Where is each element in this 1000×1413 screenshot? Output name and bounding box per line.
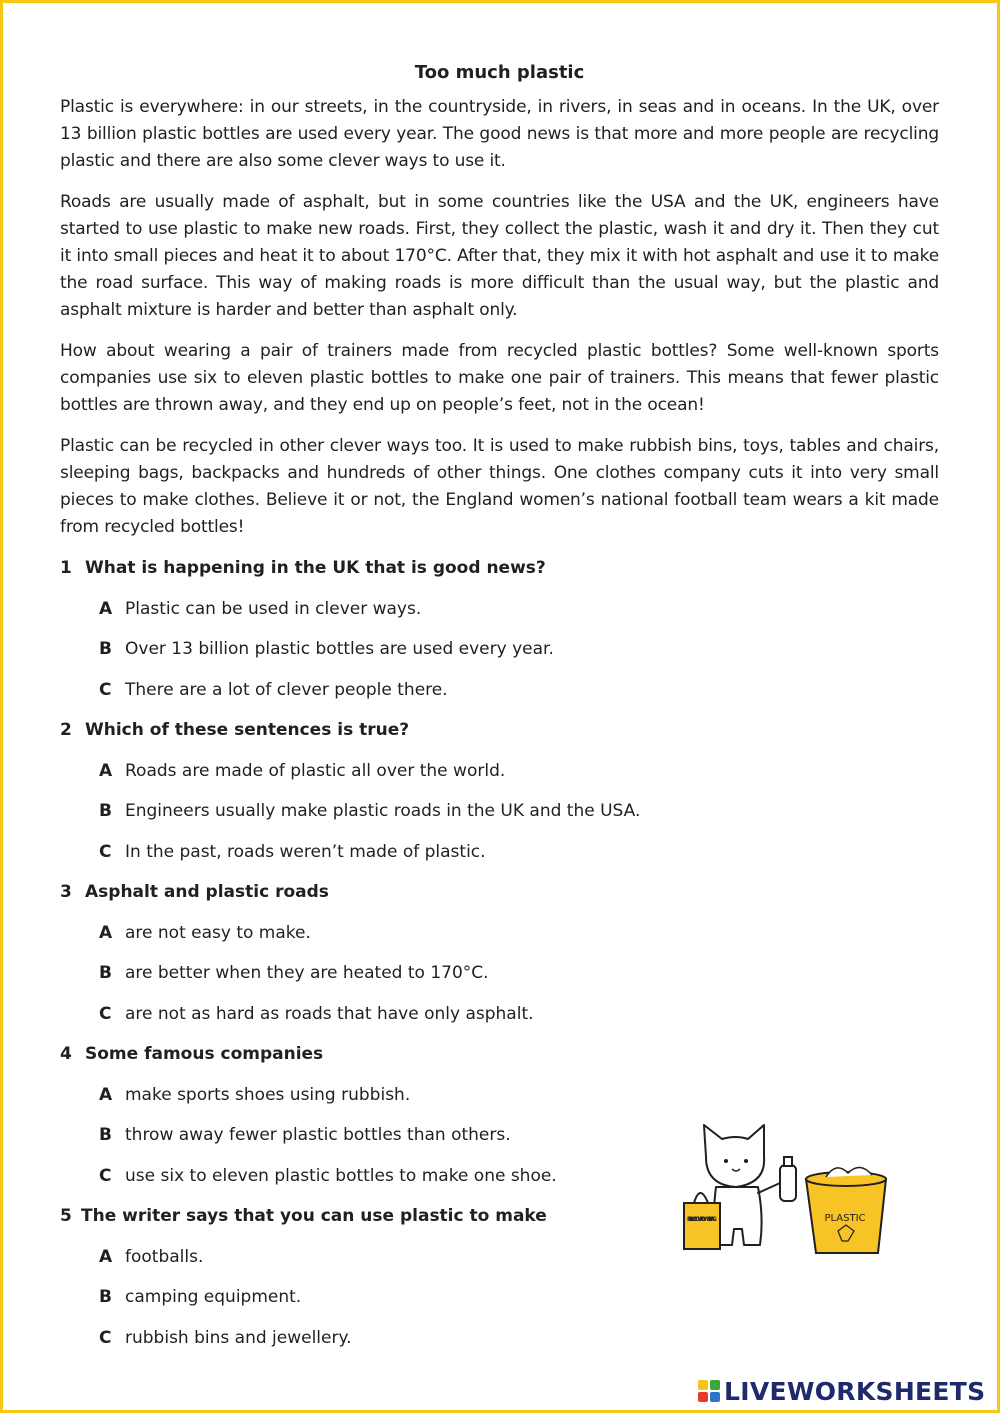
logo-grid-icon	[698, 1380, 720, 1402]
option-letter: B	[99, 1125, 112, 1145]
option-text: Engineers usually make plastic roads in the UK and the USA.	[125, 801, 641, 821]
paragraph: How about wearing a pair of trainers made from recycled plastic bottles? Some well-known sports companies use six to eleven plastic bottles to make one pair of trainers. This means that fewer plastic bottles are thrown away, and they end up on people’s feet, not in the ocean!	[60, 341, 939, 415]
cat-body	[714, 1187, 762, 1245]
option-5c[interactable]	[60, 1325, 939, 1366]
question-text: The writer says that you can use plastic to make	[81, 1206, 547, 1226]
question-3	[60, 879, 939, 920]
question-number: 5	[60, 1206, 72, 1226]
question-number: 3	[60, 882, 72, 902]
cat-head	[704, 1125, 764, 1187]
liveworksheets-logo[interactable]	[698, 1376, 985, 1406]
option-letter: A	[99, 760, 113, 781]
option-letter: A	[99, 922, 113, 943]
option-letter: A	[99, 1246, 113, 1267]
paragraph: Roads are usually made of asphalt, but in some countries like the USA and the UK, engineers have started to use plastic to make new roads. First, they collect the plastic, wash it and dry it. Then they cut it into small pieces and heat it to about 170°C. After that, they mix it with hot asphalt and use it to make the road surface. This way of making roads is more difficult than the usual way, but the plastic and asphalt mixture is harder and better than asphalt only.	[60, 192, 939, 320]
option-letter: B	[99, 963, 112, 983]
option-3c[interactable]	[60, 1001, 939, 1042]
option-3a[interactable]	[60, 920, 939, 961]
logo-text: LIVEWORKSHEETS	[724, 1376, 986, 1406]
option-2a[interactable]	[60, 758, 939, 799]
option-text: footballs.	[125, 1246, 204, 1267]
option-text: Plastic can be used in clever ways.	[125, 598, 422, 619]
option-1b[interactable]	[60, 636, 939, 677]
option-text: Over 13 billion plastic bottles are used every year.	[125, 639, 554, 659]
option-letter: A	[99, 1084, 113, 1105]
option-letter: B	[99, 801, 112, 821]
option-letter: B	[99, 639, 112, 659]
question-text: What is happening in the UK that is good news?	[85, 558, 546, 578]
recycling-bin	[806, 1167, 886, 1253]
cat-recycling-illustration	[676, 1117, 896, 1257]
option-text: are better when they are heated to 170°C.	[125, 963, 489, 983]
question-text: Some famous companies	[85, 1044, 324, 1064]
question-1	[60, 555, 939, 596]
option-letter: C	[99, 841, 112, 862]
option-3b[interactable]	[60, 960, 939, 1001]
question-text: Which of these sentences is true?	[85, 720, 410, 740]
option-text: There are a lot of clever people there.	[125, 679, 448, 700]
option-text: throw away fewer plastic bottles than others.	[125, 1125, 511, 1145]
worksheet-title: Too much plastic	[414, 62, 585, 83]
option-letter: C	[99, 1003, 112, 1024]
option-text: In the past, roads weren’t made of plastic.	[125, 841, 486, 862]
option-text: make sports shoes using rubbish.	[125, 1084, 411, 1105]
question-number: 1	[60, 558, 72, 578]
option-text: rubbish bins and jewellery.	[125, 1327, 352, 1348]
option-letter: C	[99, 1165, 112, 1186]
paragraph: Plastic is everywhere: in our streets, in the countryside, in rivers, in seas and in oceans. In the UK, over 13 billion plastic bottles are used every year. The good news is that more and more people are recycling plastic and there are also some clever ways to use it.	[60, 97, 939, 171]
paragraph: Plastic can be recycled in other clever ways too. It is used to make rubbish bins, toys, tables and chairs, sleeping bags, backpacks and hundreds of other things. One clothes company cuts it into very small pieces to make clothes. Believe it or not, the England women’s national football team wears a kit made from recycled bottles!	[60, 436, 939, 537]
question-4	[60, 1041, 939, 1082]
option-text: camping equipment.	[125, 1287, 302, 1307]
option-5b[interactable]	[60, 1284, 939, 1325]
plastic-bottle	[780, 1157, 796, 1201]
question-text: Asphalt and plastic roads	[85, 882, 329, 902]
bin-label: PLASTIC	[824, 1213, 866, 1224]
option-2b[interactable]	[60, 798, 939, 839]
option-letter: A	[99, 598, 113, 619]
option-letter: B	[99, 1287, 112, 1307]
option-1c[interactable]	[60, 677, 939, 718]
option-text: Roads are made of plastic all over the world.	[125, 760, 506, 781]
option-2c[interactable]	[60, 839, 939, 880]
option-text: use six to eleven plastic bottles to make one shoe.	[125, 1165, 557, 1186]
question-number: 4	[60, 1044, 72, 1064]
question-2	[60, 717, 939, 758]
option-4a[interactable]	[60, 1082, 939, 1123]
bag-label: BRING YOUR OWN BAG	[687, 1216, 717, 1223]
option-letter: C	[99, 679, 112, 700]
option-text: are not as hard as roads that have only asphalt.	[125, 1003, 534, 1024]
option-1a[interactable]	[60, 596, 939, 637]
option-letter: C	[99, 1327, 112, 1348]
option-text: are not easy to make.	[125, 922, 311, 943]
question-number: 2	[60, 720, 72, 740]
